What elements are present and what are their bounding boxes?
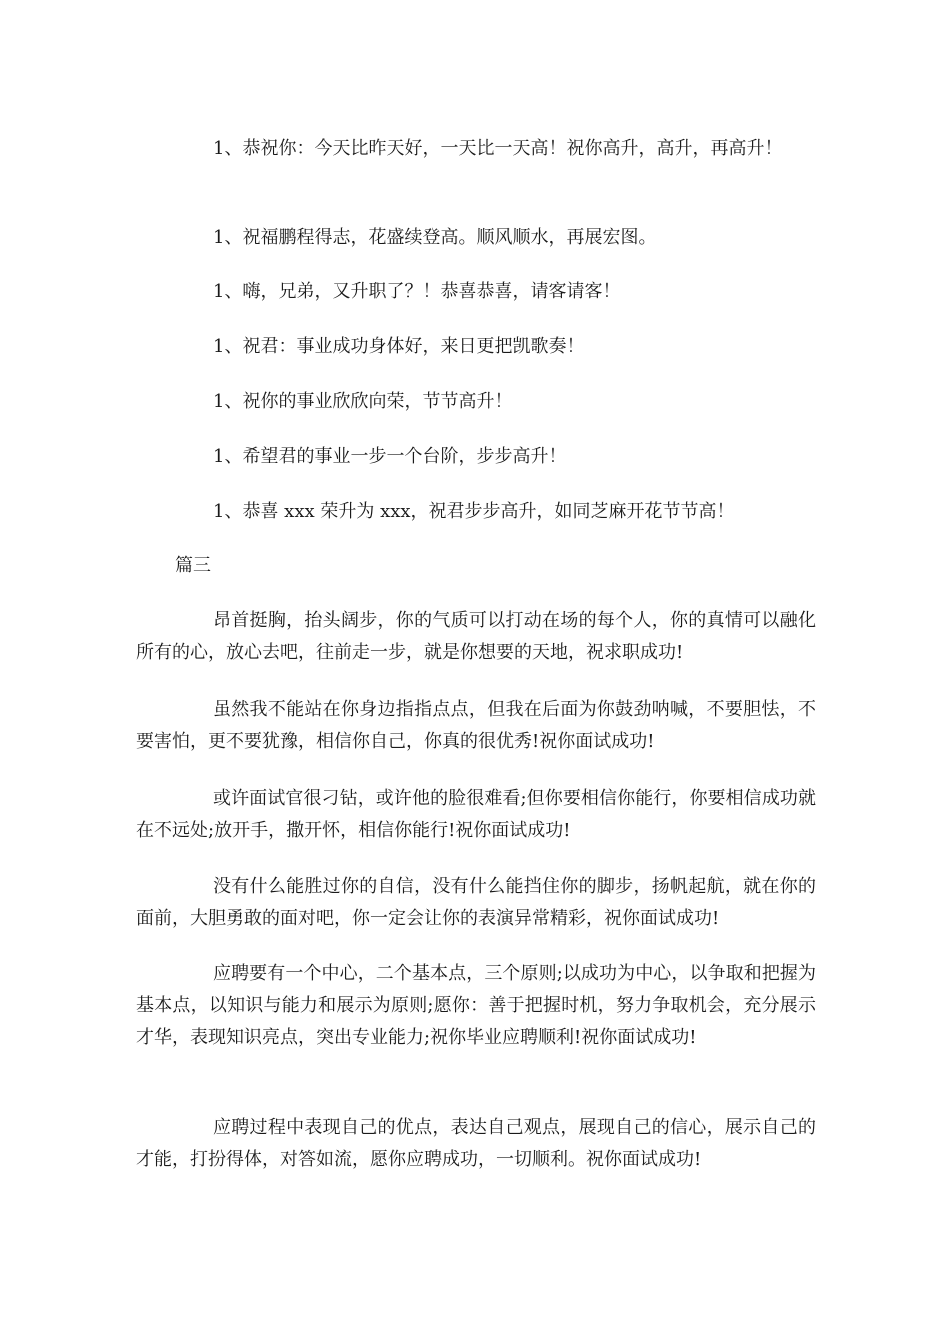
paragraph: 应聘要有一个中心，二个基本点，三个原则;以成功为中心，以争取和把握为基本点，以知识与能力和展示为原则;愿你：善于把握时机，努力争取机会，充分展示才华，表现知识亮点，突出专业能力;祝你毕业应聘顺利!祝你面试成功! (136, 963, 816, 1048)
paragraph: 昂首挺胸，抬头阔步，你的气质可以打动在场的每个人，你的真情可以融化所有的心，放心去吧，往前走一步，就是你想要的天地，祝求职成功! (136, 610, 816, 663)
list-item: 1、祝你的事业欣欣向荣，节节高升！ (213, 391, 513, 412)
paragraph: 或许面试官很刁钻，或许他的脸很难看;但你要相信你能行，你要相信成功就在不远处;放开手，撒开怀，相信你能行!祝你面试成功! (136, 788, 816, 841)
section-heading: 篇三 (175, 555, 211, 576)
list-item: 1、祝君：事业成功身体好，来日更把凯歌奏！ (213, 336, 585, 357)
paragraph: 没有什么能胜过你的自信，没有什么能挡住你的脚步，扬帆起航，就在你的面前，大胆勇敢的面对吧，你一定会让你的表演异常精彩，祝你面试成功! (136, 876, 816, 929)
paragraph: 应聘过程中表现自己的优点，表达自己观点，展现自己的信心，展示自己的才能，打扮得体，对答如流，愿你应聘成功，一切顺利。祝你面试成功! (136, 1117, 816, 1170)
list-item: 1、恭喜 xxx 荣升为 xxx，祝君步步高升，如同芝麻开花节节高！ (213, 501, 735, 522)
list-item: 1、嗨，兄弟，又升职了？！恭喜恭喜，请客请客！ (213, 281, 621, 302)
list-item: 1、祝福鹏程得志，花盛续登高。顺风顺水，再展宏图。 (213, 227, 657, 248)
paragraph: 虽然我不能站在你身边指指点点，但我在后面为你鼓劲呐喊，不要胆怯，不要害怕，更不要犹豫，相信你自己，你真的很优秀!祝你面试成功! (136, 699, 816, 752)
list-item: 1、希望君的事业一步一个台阶，步步高升！ (213, 446, 567, 467)
list-item: 1、恭祝你：今天比昨天好，一天比一天高！祝你高升，高升，再高升！ (213, 138, 783, 159)
